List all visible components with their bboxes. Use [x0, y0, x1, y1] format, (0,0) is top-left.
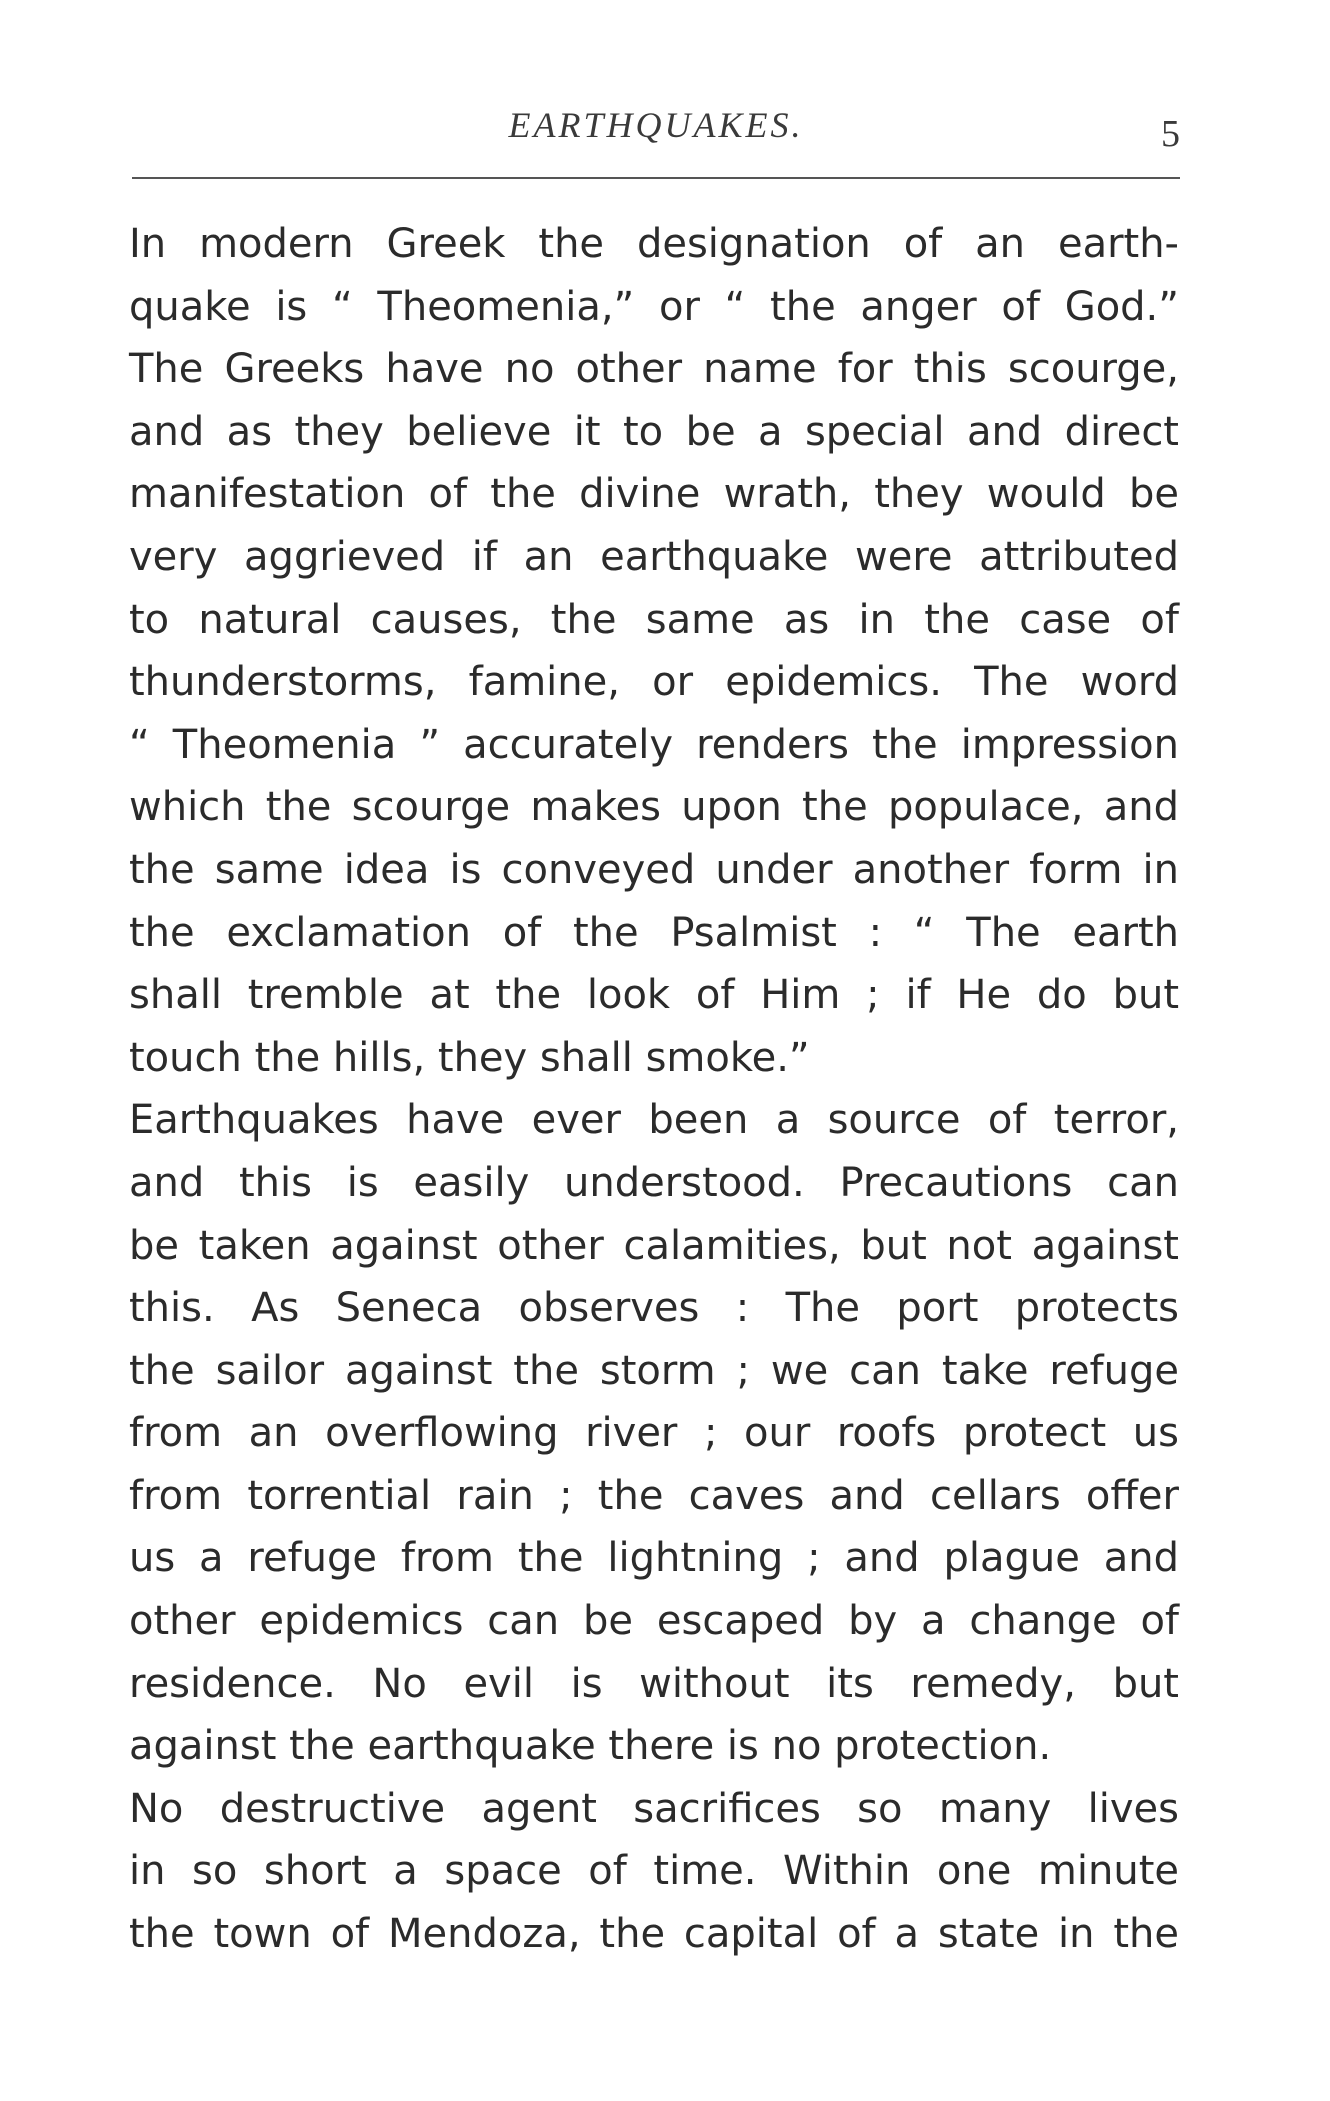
text-line: against the earthquake there is no protection.: [129, 1723, 1052, 1770]
text-line: us a refuge from the lightning ; and plague and: [129, 1535, 1179, 1582]
text-line: “ Theomenia ” accurately renders the impression: [129, 721, 1179, 768]
text-line: and this is easily understood. Precautions can: [129, 1159, 1179, 1206]
text-line: residence. No evil is without its remedy, but: [129, 1660, 1179, 1707]
text-line: the town of Mendoza, the capital of a state in the: [129, 1911, 1179, 1958]
page-number: 5: [1161, 113, 1180, 155]
text-line: No destructive agent sacrifices so many lives: [129, 1785, 1179, 1832]
text-line: the exclamation of the Psalmist : “ The earth: [129, 909, 1179, 956]
text-line: very aggrieved if an earthquake were attributed: [129, 533, 1179, 580]
body-text: [129, 213, 1179, 1966]
text-line: quake is “ Theomenia,” or “ the anger of God.”: [129, 283, 1179, 330]
text-line: from torrential rain ; the caves and cellars offer: [129, 1472, 1179, 1519]
text-line: Earthquakes have ever been a source of terror,: [129, 1097, 1179, 1144]
text-line: be taken against other calamities, but not against: [129, 1222, 1179, 1269]
text-line: manifestation of the divine wrath, they would be: [129, 471, 1179, 518]
text-line: this. As Seneca observes : The port protects: [129, 1285, 1179, 1332]
running-head: [132, 104, 1180, 164]
text-line: which the scourge makes upon the populace, and: [129, 784, 1179, 831]
text-line: shall tremble at the look of Him ; if He do but: [129, 972, 1179, 1019]
text-line: from an overflowing river ; our roofs protect us: [129, 1410, 1179, 1457]
text-line: other epidemics can be escaped by a change of: [129, 1598, 1179, 1645]
text-line: The Greeks have no other name for this scourge,: [129, 346, 1179, 393]
text-line: to natural causes, the same as in the case of: [129, 596, 1179, 643]
text-line: and as they believe it to be a special and direct: [129, 408, 1179, 455]
text-line: In modern Greek the designation of an earth-: [129, 221, 1179, 267]
text-line: the same idea is conveyed under another form in: [129, 846, 1179, 893]
text-line: touch the hills, they shall smoke.”: [129, 1034, 810, 1081]
header-rule: [132, 177, 1180, 179]
running-head-title: EARTHQUAKES.: [508, 105, 804, 145]
text-line: in so short a space of time. Within one minute: [129, 1848, 1179, 1895]
text-line: the sailor against the storm ; we can take refuge: [129, 1347, 1179, 1394]
text-line: thunderstorms, famine, or epidemics. The word: [129, 659, 1179, 706]
